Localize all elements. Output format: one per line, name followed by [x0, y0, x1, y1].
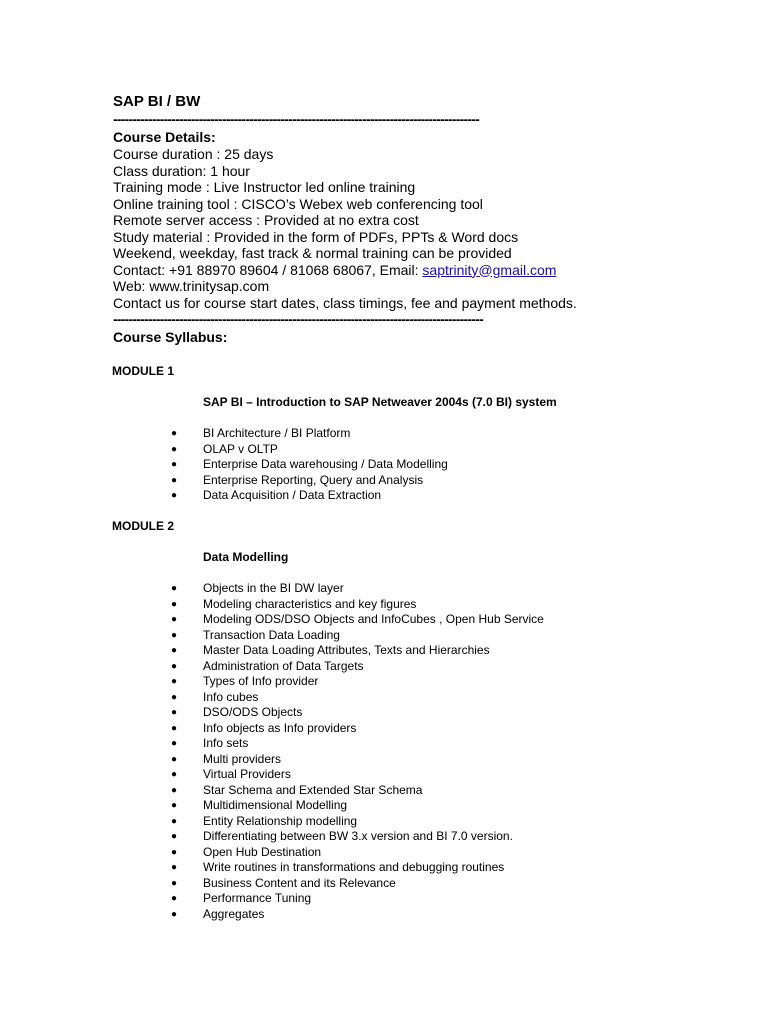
module-1-subtitle: SAP BI – Introduction to SAP Netweaver 2004s (7.0 BI) system [203, 395, 557, 409]
bullet-icon: ● [171, 443, 178, 455]
bullet-icon: ● [171, 583, 178, 594]
bullet-icon: ● [171, 707, 178, 718]
bullet-icon: ● [171, 769, 178, 780]
bullet-icon: ● [171, 474, 178, 486]
divider-line: ----------------------------------------------------------------------------------------------- [113, 312, 484, 327]
bullet-icon: ● [171, 614, 178, 625]
module-2-label: MODULE 2 [112, 519, 175, 533]
bullet-icon: ● [171, 784, 178, 796]
detail-line: Course duration : 25 days [113, 146, 274, 162]
bullet-icon: ● [171, 691, 178, 703]
bullet-icon: ● [171, 893, 178, 904]
bullet-icon: ● [171, 629, 178, 641]
detail-line: Remote server access : Provided at no extra cost [113, 212, 419, 228]
bullet-icon: ● [171, 598, 178, 610]
contact-prefix: Contact: +91 88970 89604 / 81068 68067, Email: [113, 261, 423, 278]
bullet-icon: ● [171, 815, 178, 827]
detail-line: Online training tool : CISCO’s Webex web conferencing tool [113, 195, 483, 212]
module-1-label: MODULE 1 [112, 364, 175, 378]
bullet-icon: ● [171, 908, 178, 920]
contact-line [113, 262, 577, 279]
bullet-icon: ● [171, 800, 178, 811]
bullet-icon: ● [171, 846, 178, 858]
syllabus-heading: Course Syllabus: [113, 329, 228, 345]
bullet-icon: ● [171, 738, 178, 749]
bullet-icon: ● [171, 459, 178, 470]
bullet-icon: ● [171, 645, 178, 656]
detail-line: Training mode : Live Instructor led online training [113, 179, 416, 195]
bullet-icon: ● [171, 428, 178, 439]
detail-line: Study material : Provided in the form of PDFs, PPTs & Word docs [113, 228, 519, 245]
bullet-icon: ● [171, 490, 178, 501]
divider-line: ---------------------------------------------------------------------------------------------- [113, 112, 480, 127]
course-details-list [113, 146, 577, 311]
detail-line: Class duration: 1 hour [113, 162, 250, 179]
bullet-icon: ● [171, 877, 178, 889]
module-2-subtitle: Data Modelling [203, 550, 289, 564]
contact-note: Contact us for course start dates, class timings, fee and payment methods. [113, 294, 577, 311]
detail-line: Weekend, weekday, fast track & normal training can be provided [113, 245, 512, 261]
document-page: SAP BI / BW ---------------------------------------------------------------------------------------------- Course Details: Course duration : 25 days Class duration: 1 hour Training mode : Live Instructor led online training Online training tool : CISCO’s Webex web conferencing tool Remote server access : Provided at no extra cost Study material : Provided in the form of PDFs, PPTs & Word docs Weekend, weekday, fast track & normal training can be provided Contact: +91 88970 89604 / 81068 68067, Email: saptrinity@gmail.com Web: www.trinitysap.com Contact us for course start dates, class timings, fee and payment methods. ----------------------------------------------------------------------------------------------- Course Syllabus: MODULE 1 SAP BI – Introduction to SAP Netweaver 2004s (7.0 BI) system ● BI Architecture / BI Platform ● OLAP v OLTP ● Enterprise Data warehousing / Data Modelling ● Enterprise Reporting, Query and Analysis ● Data Acquisition / Data Extraction MODULE 2 Data Modelling ● Objects in the BI DW layer ● Modeling characteristics and key figures ● Modeling ODS/DSO Objects and InfoCubes , Open Hub Service ● Transaction Data Loading ● Master Data Loading Attributes, Texts and Hierarchies ● Administration of Data Targets ● Types of Info provider ● Info cubes ● DSO/ODS Objects ● Info objects as Info providers ● Info sets ● Multi providers ● Virtual Providers ● Star Schema and Extended Star Schema ● Multidimensional Modelling ● Entity Relationship modelling ● Differentiating between BW 3.x version and BI 7.0 version. ● Open Hub Destination ● Write routines in transformations and debugging routines ● Business Content and its Relevance ● Performance Tuning ● Aggregates [112, 93, 577, 921]
bullet-icon: ● [171, 676, 178, 687]
bullet-icon: ● [171, 722, 178, 734]
bullet-icon: ● [171, 862, 178, 873]
bullet-icon: ● [171, 753, 178, 765]
bullet-icon: ● [171, 660, 178, 672]
course-details-heading: Course Details: [113, 129, 216, 145]
web-line: Web: www.trinitysap.com [113, 278, 270, 294]
page-title: SAP BI / BW [113, 93, 201, 110]
bullet-icon: ● [171, 831, 178, 842]
email-link[interactable]: saptrinity@gmail.com [422, 261, 557, 278]
